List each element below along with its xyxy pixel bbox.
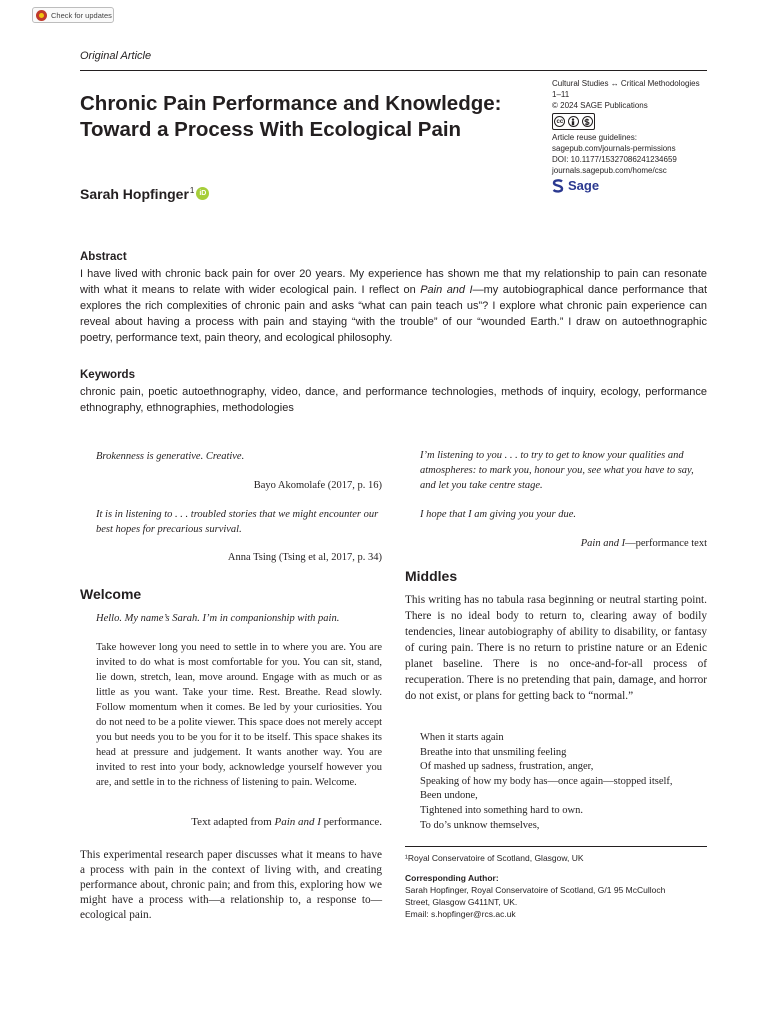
reuse-link[interactable]: sagepub.com/journals-permissions (552, 144, 676, 153)
poem-line: Been undone, (420, 790, 478, 802)
right-quote-1: I’m listening to you . . . to try to get to know your qualities and atmospheres: to mark you, honour you, see what you have to say, and let you take centre stage. (420, 450, 694, 491)
article-title: Chronic Pain Performance and Knowledge: Toward a Process With Ecological Pain (80, 92, 502, 141)
poem-line: When it starts again (420, 732, 504, 743)
nc-icon (582, 116, 593, 127)
journal-name: Cultural Studies ↔ Critical Methodologies (552, 79, 700, 88)
badge-label: Check for updates (51, 10, 112, 20)
poem (420, 731, 710, 833)
welcome-intro: Hello. My name’s Sarah. I’m in companionship with pain. (96, 613, 340, 624)
poem-line: Speaking of how my body has—once again—stopped itself, (420, 775, 673, 787)
welcome-body: This experimental research paper discusses what it means to have a process with pain in the context of living with, and creating performance about, chronic pain; and from this, exploring how we might have a process with—a relationship to, a response to—ecological pain. (80, 849, 382, 921)
article-type: Original Article (80, 50, 152, 62)
person-icon (569, 118, 577, 126)
welcome-heading: Welcome (80, 586, 142, 602)
welcome-source-title: Pain and I (274, 816, 321, 828)
corr-line-2: Street, Glasgow G411NT, UK. (405, 897, 518, 907)
reuse-info (552, 132, 722, 176)
crossmark-icon (36, 10, 47, 21)
abstract-heading: Abstract (80, 251, 127, 263)
corr-heading: Corresponding Author: (405, 873, 499, 883)
author-line (80, 186, 209, 202)
affiliation-footnote: ¹Royal Conservatoire of Scotland, Glasgow, UK (405, 853, 584, 863)
keywords-heading: Keywords (80, 369, 135, 381)
middles-heading: Middles (405, 568, 458, 584)
welcome-source-prefix: Text adapted from (191, 816, 275, 828)
epigraph-quote-1: Brokenness is generative. Creative. (96, 451, 245, 462)
reuse-label: Article reuse guidelines: (552, 133, 637, 142)
sage-mark-icon (552, 179, 564, 193)
poem-line: Tightened into something hard to own. (420, 804, 583, 816)
cc-license-badge[interactable] (552, 113, 595, 130)
epigraph-attribution-1: Bayo Akomolafe (2017, p. 16) (253, 480, 382, 491)
poem-line: Breathe into that unsmiling feeling (420, 746, 567, 758)
author-name: Sarah Hopfinger (80, 186, 189, 202)
corresponding-author (405, 872, 707, 920)
abstract-text: I have lived with chronic back pain for over 20 years. My experience has shown me that my relationship to pain can resonate with what it means to relate with wider ecological pain. I reflect on Pain and I—my autobiographical dance performance that explores the rich complexities of chronic pain and asks “what can pain teach us”? I explore what chronic pain experience can reveal about having a process with pain and staying “with the trouble” of our “wounded Earth.” I draw on autoethnographic poetry, performance text, pain theory, and ecological philosophy. (80, 268, 707, 344)
right-quote-source (420, 536, 707, 551)
welcome-source (96, 815, 382, 830)
cc-icon: cc (554, 116, 565, 127)
keywords-text: chronic pain, poetic autoethnography, video, dance, and performance technologies, methods of inquiry, ecology, performance ethnography, ethnographies, methodologies (80, 386, 707, 414)
orcid-icon[interactable]: iD (196, 187, 209, 200)
corr-line-1: Sarah Hopfinger, Royal Conservatoire of Scotland, G/1 95 McCulloch (405, 885, 666, 895)
poem-line: To do’s unknow themselves, (420, 819, 540, 831)
corr-email[interactable]: Email: s.hopfinger@rcs.ac.uk (405, 909, 516, 919)
right-quote-2: I hope that I am giving you your due. (420, 509, 577, 520)
welcome-invitation: Take however long you need to settle in to where you are. You are invited to do what is most comfortable for you. You can sit, stand, lie down, stretch, lean, move around. Engage with as much or as little as you want. Take your time. Rest. Breathe. Read slowly. Follow momentum when it comes. Be led by your curiosities. You do not need to be a polite viewer. This space does not merely accept you but needs you to be you for it to be itself. This space shakes its head at pressure and judgement. It wants another way. You are invited to rest into your body, acknowledge yourself however you are, and settle in to the richness of listening to pain. Welcome. (96, 642, 382, 788)
doi[interactable]: DOI: 10.1177/15327086241234659 (552, 155, 677, 164)
journal-pages: 1–11 (552, 90, 570, 99)
journal-meta (552, 78, 717, 111)
sage-logo (552, 178, 599, 193)
poem-line: Of mashed up sadness, frustration, anger, (420, 761, 594, 773)
copyright: © 2024 SAGE Publications (552, 101, 648, 110)
epigraph-quote-2: It is in listening to . . . troubled stories that we might encounter our best hopes for precarious survival. (96, 509, 379, 535)
journal-url[interactable]: journals.sagepub.com/home/csc (552, 166, 667, 175)
epigraph-attribution-2: Anna Tsing (Tsing et al, 2017, p. 34) (227, 552, 382, 563)
dollar-icon (583, 118, 591, 126)
middles-body: This writing has no tabula rasa beginning or neutral starting point. There is no ideal body to return to, clearing away of bodily tendencies, linear autobiography of ability to disability, or fantasy of curing pain. There is no return to pristine nature or an Edenic planet baseline. There is no once-and-for-all process of recuperation. There is no pretending that pain, damage, and horror do not exist, or plans for getting back to “normal.” (405, 594, 707, 702)
welcome-source-suffix: performance. (320, 816, 382, 828)
check-for-updates-badge[interactable] (32, 7, 114, 23)
right-quote-source-title: Pain and I (580, 538, 626, 549)
footnote-rule (405, 846, 707, 847)
sage-wordmark: Sage (568, 178, 600, 193)
header-rule (80, 70, 707, 71)
author-affiliation-mark: 1 (189, 186, 195, 195)
right-quote-source-suffix: —performance text (625, 538, 707, 549)
abstract-performance-title: Pain and I (420, 284, 473, 296)
by-icon (568, 116, 579, 127)
